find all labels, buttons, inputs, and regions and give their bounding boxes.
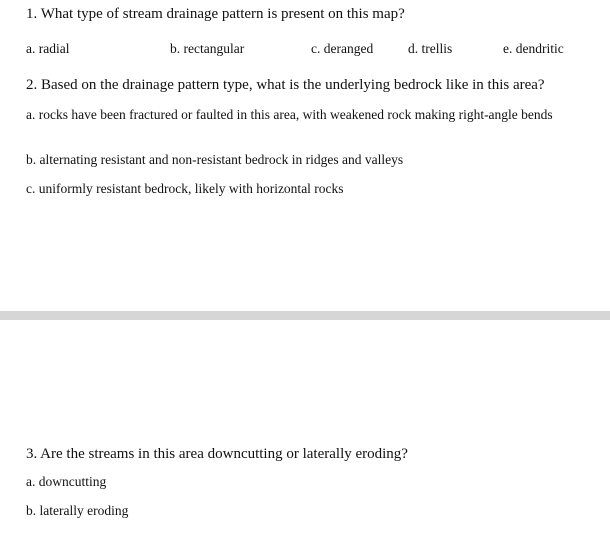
q1-option-d[interactable]: d. trellis <box>408 41 453 56</box>
q1-option-c[interactable]: c. deranged <box>311 41 374 56</box>
question-3: 3. Are the streams in this area downcutting or laterally eroding? <box>26 446 408 462</box>
question-2: 2. Based on the drainage pattern type, what is the underlying bedrock like in this area? <box>26 77 545 93</box>
q2-option-a[interactable]: a. rocks have been fractured or faulted in this area, with weakened rock making right-angle bends <box>26 107 553 122</box>
q1-option-b[interactable]: b. rectangular <box>170 41 245 56</box>
q1-option-e[interactable]: e. dendritic <box>503 41 564 56</box>
question-1: 1. What type of stream drainage pattern is present on this map? <box>26 6 405 22</box>
q3-option-a[interactable]: a. downcutting <box>26 474 107 489</box>
q2-option-c[interactable]: c. uniformly resistant bedrock, likely with horizontal rocks <box>26 181 344 196</box>
q1-option-a[interactable]: a. radial <box>26 41 70 56</box>
page-separator <box>0 311 610 320</box>
q3-option-b[interactable]: b. laterally eroding <box>26 503 129 518</box>
page-bottom <box>0 320 610 546</box>
q2-option-b[interactable]: b. alternating resistant and non-resistant bedrock in ridges and valleys <box>26 152 404 167</box>
